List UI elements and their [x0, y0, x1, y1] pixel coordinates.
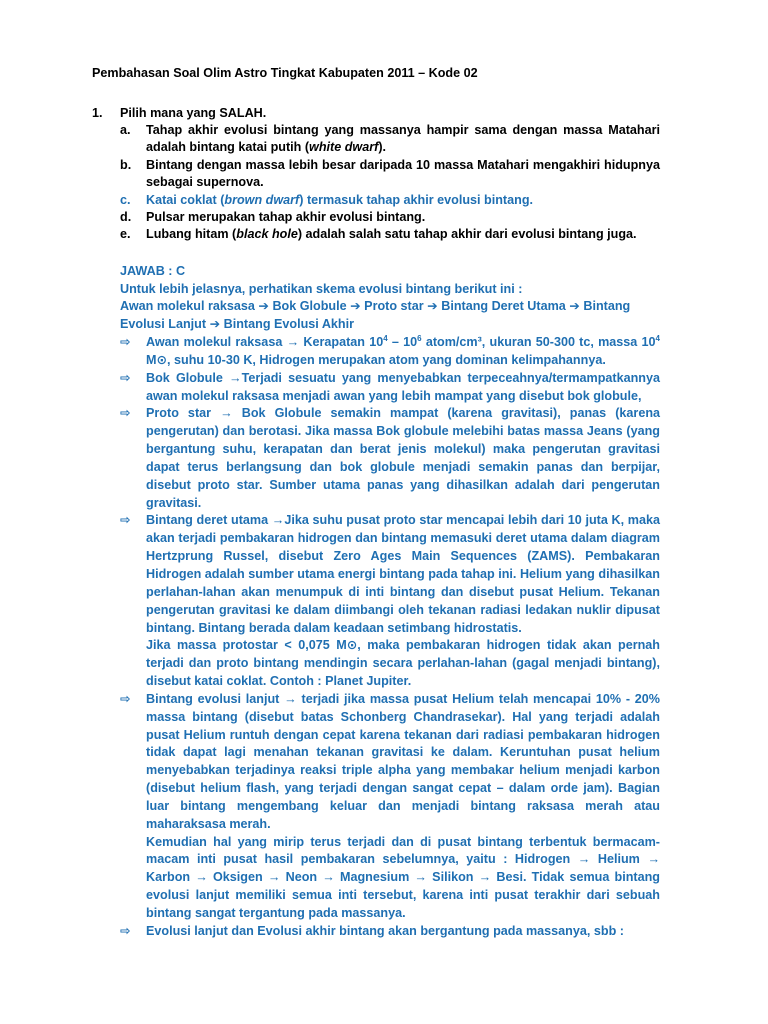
option-text-after: ) termasuk tahap akhir evolusi bintang.	[299, 192, 534, 207]
options-list	[120, 122, 660, 244]
element-name: Karbon	[146, 870, 191, 885]
option-e	[120, 226, 660, 243]
scheme-step: Bok Globule	[272, 299, 347, 314]
bullet-text: Jika massa protostar < 0,075 M⊙, maka pembakaran hidrogen tidak akan pernah terjadi dan proto bintang mendingin secara perlahan-lahan (gagal menjadi bintang), disebut katai coklat. Contoh : Planet Jupiter.	[146, 638, 660, 689]
bullet-bok-globule	[120, 370, 660, 406]
scheme-step: Awan molekul raksasa	[120, 299, 255, 314]
right-arrow-icon: ➔	[569, 299, 580, 314]
bullet-text: M⊙, suhu 10-30 K, Hidrogen merupakan atom yang dominan kelimpahannya.	[146, 352, 606, 367]
right-arrow-icon: →	[228, 370, 242, 385]
right-arrow-icon: →	[286, 335, 300, 349]
answer-block	[120, 263, 660, 333]
bullet-text: Bok Globule semakin mampat (karena gravitasi), panas (karena pengerutan) dan berotasi. Jika massa Bok globule melebihi batas massa Jeans (yang bergantung suhu, kerapatan dan berat jenis molekul) maka pengerutan gravitasi dapat terus berlangsung dan bok globule menjadi semakin panas dan berpijar, disebut proto star. Sumber utama panas yang dihasilkan adalah dari pengerutan gravitasi.	[146, 406, 661, 510]
exponent: 6	[417, 333, 422, 343]
answer-label: JAWAB : C	[120, 264, 186, 278]
option-italic: black hole	[236, 227, 298, 242]
bullet-proto-star	[120, 405, 660, 512]
question-text: Pilih mana yang SALAH.	[120, 106, 267, 120]
bullet-text: – 10	[387, 335, 418, 349]
explanation-list	[120, 334, 660, 941]
right-arrow-icon: →	[267, 870, 281, 885]
bullet-text: atom/cm³, ukuran 50-300 tc, massa 10	[421, 335, 656, 349]
right-arrow-icon: →	[478, 870, 492, 885]
option-text: Lubang hitam (	[146, 227, 237, 242]
option-text-after: ).	[378, 140, 387, 155]
right-arrow-icon: ➔	[350, 299, 361, 314]
option-d	[120, 209, 660, 226]
arrow-bullet-icon: ⇨	[120, 370, 131, 385]
option-text: Bintang dengan massa lebih besar daripada 10 massa Matahari mengakhiri hidupnya sebagai supernova.	[146, 157, 660, 190]
option-italic: brown dwarf	[224, 192, 300, 207]
arrow-bullet-icon: ⇨	[120, 923, 131, 938]
option-a	[120, 122, 660, 157]
bullet-text: Kemudian hal yang mirip terus terjadi dan di pusat bintang terbentuk bermacam-macam inti pusat hasil pembakaran sebelumnya, yaitu : Hidrogen	[146, 834, 660, 867]
option-text: Pulsar merupakan tahap akhir evolusi bintang.	[146, 210, 426, 225]
right-arrow-icon: ➔	[427, 299, 438, 314]
bullet-text: Terjadi sesuatu yang menyebabkan terpeceahnya/termampatkannya awan molekul raksasa menjadi awan yang lebih mampat yang disebut bok globule,	[146, 370, 661, 403]
right-arrow-icon: →	[577, 852, 591, 867]
option-letter: a.	[120, 123, 131, 137]
option-text: Tahap akhir evolusi bintang yang massanya hampir sama dengan massa Matahari adalah bintang katai putih (	[146, 123, 660, 155]
element-name: Neon	[285, 870, 318, 885]
right-arrow-icon: →	[284, 691, 297, 706]
option-italic: white dwarf	[309, 140, 379, 155]
bullet-text: Evolusi lanjut dan Evolusi akhir bintang akan bergantung pada massanya, sbb :	[146, 923, 624, 938]
bullet-heading: Bintang deret utama	[146, 513, 269, 528]
bullet-awan-molekul	[120, 334, 660, 370]
bullet-evolusi-akhir	[120, 923, 660, 941]
right-arrow-icon: →	[322, 870, 335, 885]
exponent: 4	[383, 333, 388, 343]
bullet-deret-utama	[120, 512, 660, 690]
bullet-heading: Bintang evolusi lanjut	[146, 691, 280, 706]
bullet-text: Tidak semua bintang evolusi lanjut memiliki semua inti tersebut, karena inti pusat terakhir dari sebuah bintang sangat tergantung pada massanya.	[146, 870, 660, 920]
arrow-bullet-icon: ⇨	[120, 406, 131, 421]
arrow-bullet-icon: ⇨	[120, 513, 131, 528]
question-number: 1.	[92, 106, 103, 120]
right-arrow-icon: →	[414, 870, 428, 885]
bullet-heading: Awan molekul raksasa	[146, 335, 283, 349]
bullet-evolusi-lanjut	[120, 691, 660, 923]
bullet-text: terjadi jika massa pusat Helium telah mencapai 10% - 20% massa bintang (disebut batas Schonberg Chandrasekar). Hal yang terjadi adalah pusat Helium runtuh dengan cepat karena tekanan dari radiasi pembakaran hidrogen tidak dapat lagi menahan tekanan gravitasi ke dalam. Keruntuhan pusat helium menyebabkan terjadinya reaksi triple alpha yang membakar helium menjadi karbon (disebut helium flash, yang terjadi dengan sangat cepat – dalam orde jam). Bagian luar bintang mengembang keluar dan menjadi bintang raksasa merah atau maharaksasa merah.	[146, 691, 661, 831]
option-letter: b.	[120, 157, 132, 172]
scheme-step: Bintang Deret Utama	[441, 299, 566, 314]
right-arrow-icon: →	[220, 406, 233, 421]
right-arrow-icon: →	[647, 852, 661, 867]
exponent: 4	[655, 333, 660, 343]
element-name: Magnesium	[339, 870, 410, 885]
option-text-after: ) adalah salah satu tahap akhir dari evolusi bintang juga.	[297, 227, 637, 242]
question-prompt	[92, 104, 692, 122]
scheme-step: Proto star	[364, 299, 424, 314]
right-arrow-icon: ➔	[209, 316, 221, 331]
bullet-text: Jika suhu pusat proto star mencapai lebih dari 10 juta K, maka akan terjadi pembakaran hidrogen dan bintang memasuki deret utama dalam diagram Hertzprung Russel, disebut Zero Ages Main Sequences (ZAMS). Pembakaran Hidrogen adalah sumber utama energi bintang pada tahap ini. Helium yang dihasilkan perlahan-lahan akan menumpuk di inti bintang dan disebut pusat Helium. Tekanan pengerutan gravitasi ke dalam diimbangi oleh tekanan radiasi ledakan nuklir dipusat bintang. Bintang berada dalam keadaan setimbang hidrostatis.	[146, 513, 660, 635]
answer-intro: Untuk lebih jelasnya, perhatikan skema evolusi bintang berikut ini :	[120, 281, 523, 296]
option-letter: d.	[120, 210, 132, 225]
scheme-step: Bintang Evolusi Lanjut	[120, 299, 631, 331]
option-letter: c.	[120, 192, 131, 207]
element-name: Besi.	[496, 870, 527, 885]
element-name: Helium	[597, 852, 640, 867]
option-b	[120, 157, 660, 192]
element-name: Oksigen	[212, 870, 263, 885]
arrow-bullet-icon: ⇨	[120, 335, 131, 349]
page-title: Pembahasan Soal Olim Astro Tingkat Kabupaten 2011 – Kode 02	[92, 66, 478, 80]
right-arrow-icon: ➔	[258, 299, 269, 314]
bullet-heading: Bok Globule	[146, 370, 223, 385]
bullet-text: Kerapatan 10	[303, 335, 384, 349]
right-arrow-icon: →	[195, 870, 208, 885]
bullet-heading: Proto star	[146, 406, 212, 421]
option-c	[120, 192, 660, 209]
option-letter: e.	[120, 227, 131, 242]
evolution-scheme	[120, 298, 660, 333]
right-arrow-icon: →	[271, 513, 285, 528]
arrow-bullet-icon: ⇨	[120, 691, 131, 706]
option-text: Katai coklat (	[146, 192, 225, 207]
element-name: Silikon	[432, 870, 474, 885]
scheme-step: Bintang Evolusi Akhir	[223, 316, 355, 331]
